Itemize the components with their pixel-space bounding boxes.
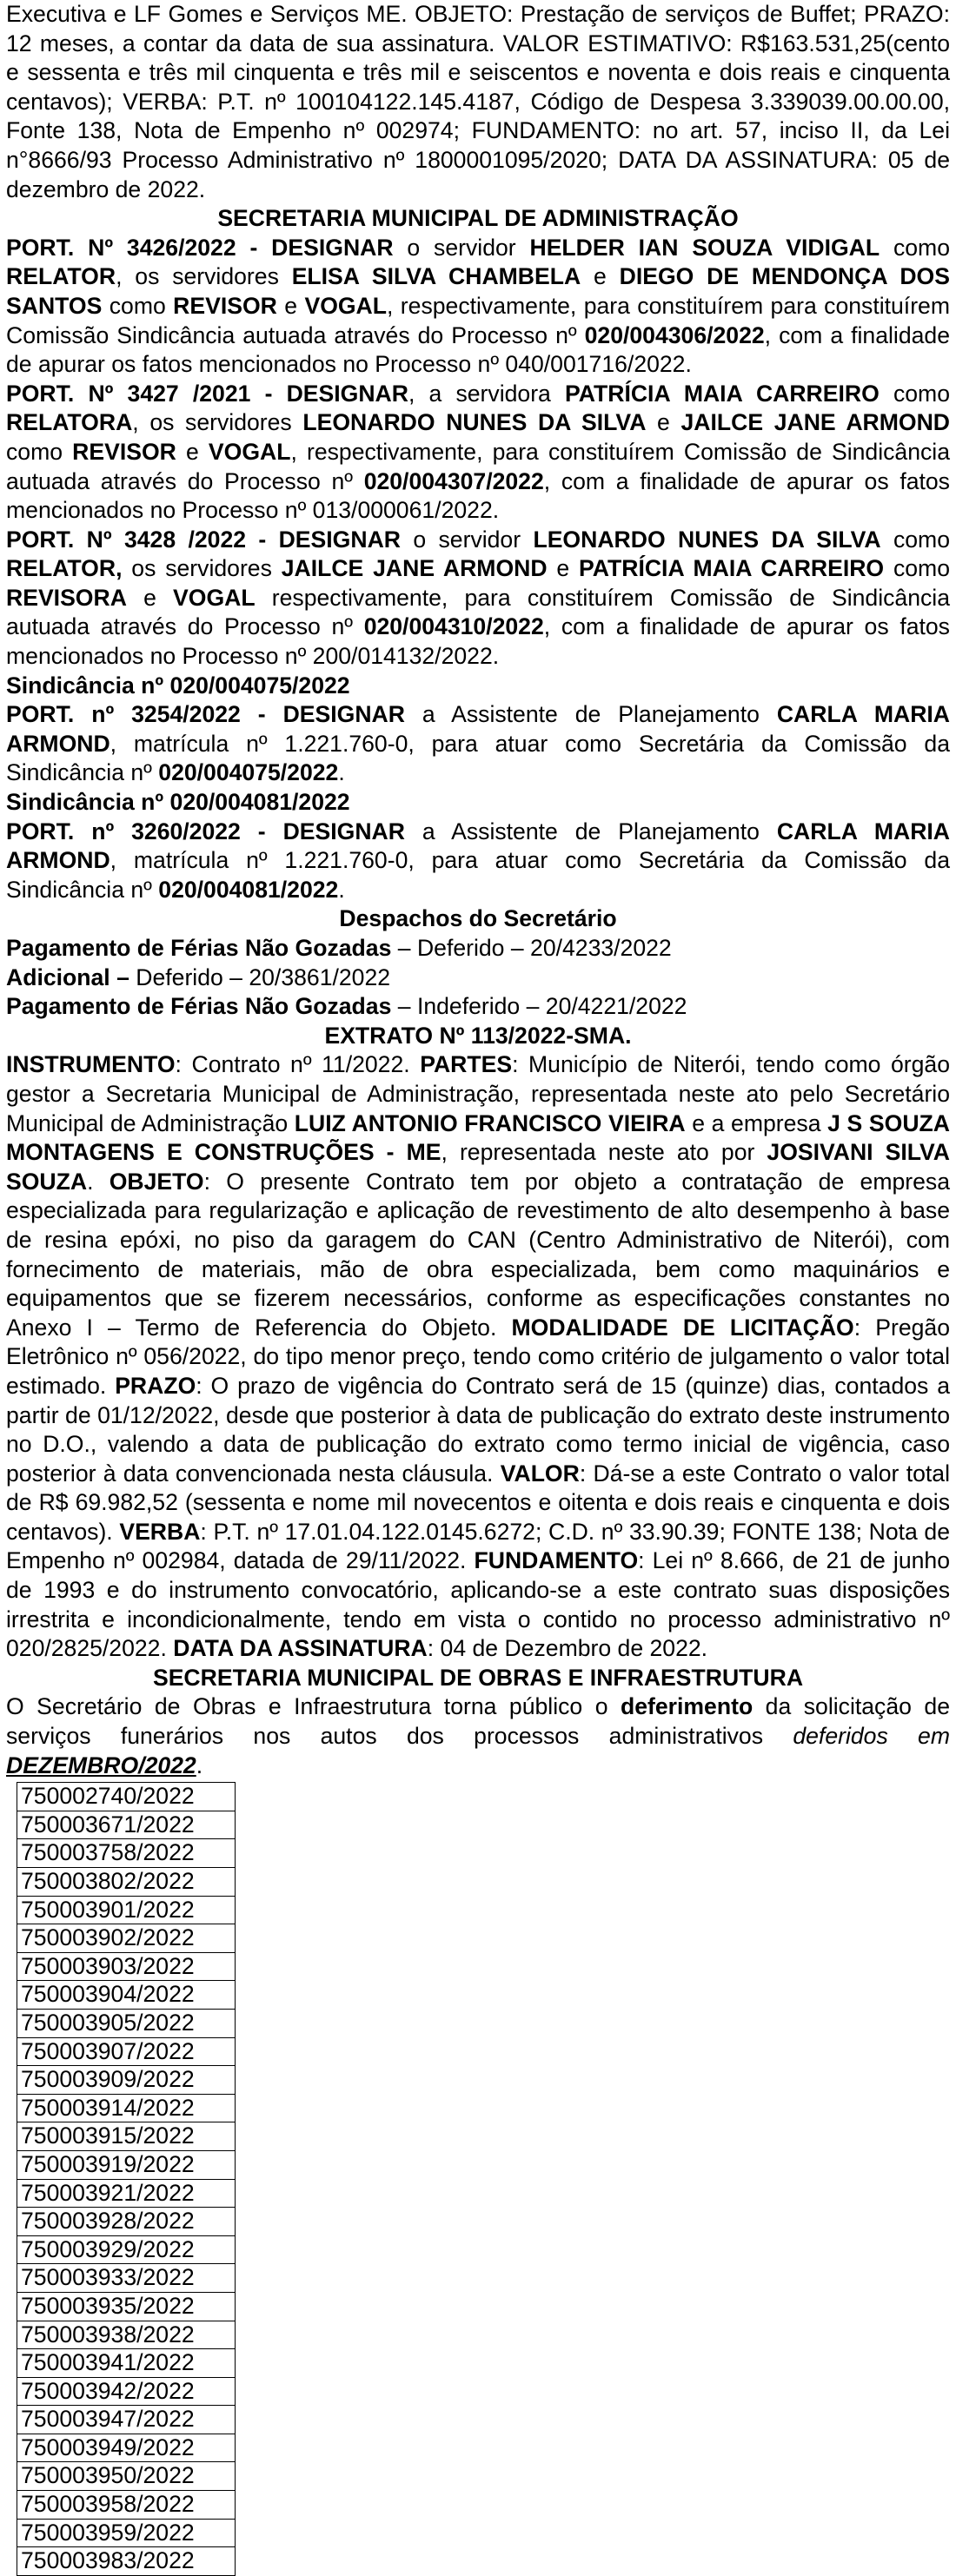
process-number: 750003929/2022	[17, 2235, 236, 2264]
table-row	[17, 1868, 236, 1897]
port-3254: PORT. nº 3254/2022 - DESIGNAR a Assistente de Planejamento CARLA MARIA ARMOND, matrícula nº 1.221.760-0, para atuar como Secretária da Comissão da Sindicância nº 020/004075/2022.	[6, 701, 950, 786]
process-number: 750003907/2022	[17, 2037, 236, 2066]
process-number: 750003902/2022	[17, 1924, 236, 1953]
port-3426: PORT. Nº 3426/2022 - DESIGNAR o servidor HELDER IAN SOUZA VIDIGAL como RELATOR, os servidores ELISA SILVA CHAMBELA e DIEGO DE MENDONÇA DOS SANTOS como REVISOR e VOGAL, respectivamente, para constituírem para constituírem Comissão Sindicância autuada através do Processo nº 020/004306/2022, com a finalidade de apurar os fatos mencionados no Processo nº 040/001716/2022.	[6, 234, 950, 378]
process-number: 750003914/2022	[17, 2094, 236, 2122]
process-number: 750002740/2022	[17, 1783, 236, 1811]
table-row	[17, 1811, 236, 1839]
table-row	[17, 1924, 236, 1953]
sec-admin-heading: SECRETARIA MUNICIPAL DE ADMINISTRAÇÃO	[217, 205, 739, 232]
process-number: 750003938/2022	[17, 2321, 236, 2349]
table-row	[17, 2519, 236, 2547]
process-number: 750003921/2022	[17, 2179, 236, 2208]
table-row	[17, 1783, 236, 1811]
port-3428: PORT. Nº 3428 /2022 - DESIGNAR o servidor LEONARDO NUNES DA SILVA como RELATOR, os servidores JAILCE JANE ARMOND e PATRÍCIA MAIA CARREIRO como REVISORA e VOGAL respectivamente, para constituírem Comissão de Sindicância autuada através do Processo nº 020/004310/2022, com a finalidade de apurar os fatos mencionados no Processo nº 200/014132/2022.	[6, 526, 951, 670]
table-row	[17, 2434, 236, 2462]
table-row	[17, 1896, 236, 1924]
process-number: 750003802/2022	[17, 1868, 236, 1897]
sec-obras-intro: O Secretário de Obras e Infraestrutura torna público o deferimento da solicitação de serviços funerários nos autos dos processos administrativos deferidos em DEZEMBRO/2022.	[6, 1693, 950, 1778]
process-number: 750003909/2022	[17, 2066, 236, 2095]
process-number: 750003919/2022	[17, 2150, 236, 2179]
table-row	[17, 2150, 236, 2179]
process-number: 750003915/2022	[17, 2122, 236, 2151]
table-row	[17, 2208, 236, 2236]
table-row	[17, 2179, 236, 2208]
table-row	[17, 2235, 236, 2264]
process-number: 750003904/2022	[17, 1981, 236, 2010]
table-row	[17, 2349, 236, 2378]
extrato-heading: EXTRATO Nº 113/2022-SMA.	[324, 1022, 632, 1049]
table-row	[17, 2377, 236, 2406]
process-number: 750003959/2022	[17, 2519, 236, 2547]
process-number: 750003933/2022	[17, 2264, 236, 2293]
table-row	[17, 2462, 236, 2491]
table-row	[17, 1952, 236, 1981]
table-row	[17, 2122, 236, 2151]
port-3427: PORT. Nº 3427 /2021 - DESIGNAR, a servidora PATRÍCIA MAIA CARREIRO como RELATORA, os servidores LEONARDO NUNES DA SILVA e JAILCE JANE ARMOND como REVISOR e VOGAL, respectivamente, para constituírem Comissão de Sindicância autuada através do Processo nº 020/004307/2022, com a finalidade de apurar os fatos mencionados no Processo nº 013/000061/2022.	[6, 380, 950, 524]
process-number: 750003758/2022	[17, 1839, 236, 1868]
sindicancia-1-title: Sindicância nº 020/004075/2022	[6, 672, 350, 699]
table-row	[17, 2094, 236, 2122]
extrato-body: INSTRUMENTO: Contrato nº 11/2022. PARTES: Município de Niterói, tendo como órgão gestor a Secretaria Municipal de Administração, representada neste ato pelo Secretário Municipal de Administração LUIZ ANTONIO FRANCISCO VIEIRA e a empresa J S SOUZA MONTAGENS E CONSTRUÇÕES - ME, representada neste ato por JOSIVANI SILVA SOUZA. OBJETO: O presente Contrato tem por objeto a contratação de empresa especializada para regularização e aplicação de revestimento de alto desempenho à base de resina epóxi, no piso da garagem do CAN (Centro Administrativo de Niterói), com fornecimento de materiais, mão de obra especializada, bem como maquinários e equipamentos que se fizerem necessários, conforme as especificações constantes no Anexo I – Termo de Referencia do Objeto. MODALIDADE DE LICITAÇÃO: Pregão Eletrônico nº 056/2022, do tipo menor preço, tendo como critério de julgamento o valor total estimado. PRAZO: O prazo de vigência do Contrato será de 15 (quinze) dias, contados a partir de 01/12/2022, desde que posterior à data de publicação do extrato deste instrumento no D.O., valendo a data de publicação do extrato como termo inicial de vigência, caso posterior à data convencionada nesta cláusula. VALOR: Dá-se a este Contrato o valor total de R$ 69.982,52 (sessenta e nome mil novecentos e oitenta e dois reais e cinquenta e dois centavos). VERBA: P.T. nº 17.01.04.122.0145.6272; C.D. nº 33.90.39; FONTE 138; Nota de Empenho nº 002984, datada de 29/11/2022. FUNDAMENTO: Lei nº 8.666, de 21 de junho de 1993 e do instrumento convocatório, aplicando-se a este contrato suas disposições irrestrita e incondicionalmente, tendo em vista o contido no processo administrativo nº 020/2825/2022. DATA DA ASSINATURA: 04 de Dezembro de 2022.	[6, 1051, 951, 1662]
process-number: 750003983/2022	[17, 2547, 236, 2576]
process-number: 750003671/2022	[17, 1811, 236, 1839]
process-number: 750003941/2022	[17, 2349, 236, 2378]
process-number: 750003949/2022	[17, 2434, 236, 2462]
process-number: 750003905/2022	[17, 2009, 236, 2037]
table-row	[17, 2037, 236, 2066]
despachos-heading: Despachos do Secretário	[339, 905, 617, 932]
table-row	[17, 2066, 236, 2095]
sindicancia-2-title: Sindicância nº 020/004081/2022	[6, 789, 350, 816]
despacho-item: Pagamento de Férias Não Gozadas – Deferido – 20/4233/2022	[6, 935, 672, 961]
process-number: 750003901/2022	[17, 1896, 236, 1924]
process-number: 750003958/2022	[17, 2491, 236, 2520]
process-number: 750003947/2022	[17, 2406, 236, 2434]
process-table	[17, 1782, 236, 2576]
table-row	[17, 2491, 236, 2520]
despacho-item: Pagamento de Férias Não Gozadas – Indeferido – 20/4221/2022	[6, 993, 687, 1020]
table-row	[17, 1839, 236, 1868]
sec-obras-heading: SECRETARIA MUNICIPAL DE OBRAS E INFRAESTRUTURA	[152, 1664, 804, 1691]
process-number: 750003928/2022	[17, 2208, 236, 2236]
process-number: 750003942/2022	[17, 2377, 236, 2406]
table-row	[17, 2009, 236, 2037]
process-number: 750003935/2022	[17, 2292, 236, 2321]
process-number: 750003950/2022	[17, 2462, 236, 2491]
opening-paragraph: Executiva e LF Gomes e Serviços ME. OBJETO: Prestação de serviços de Buffet; PRAZO: 12 meses, a contar da data de sua assinatura. VALOR ESTIMATIVO: R$163.531,25(cento e sessenta e três mil cinquenta e três mil e seiscentos e noventa e dois reais e cinquenta centavos); VERBA: P.T. nº 100104122.145.4187, Código de Despesa 3.339039.00.00.00, Fonte 138, Nota de Empenho nº 002974; FUNDAMENTO: no art. 57, inciso II, da Lei n°8666/93 Processo Administrativo nº 1800001095/2020; DATA DA ASSINATURA: 05 de dezembro de 2022.	[6, 1, 950, 202]
table-row	[17, 2321, 236, 2349]
process-number: 750003903/2022	[17, 1952, 236, 1981]
table-row	[17, 2292, 236, 2321]
port-3260: PORT. nº 3260/2022 - DESIGNAR a Assistente de Planejamento CARLA MARIA ARMOND, matrícula nº 1.221.760-0, para atuar como Secretária da Comissão da Sindicância nº 020/004081/2022.	[6, 818, 950, 903]
table-row	[17, 1981, 236, 2010]
table-row	[17, 2406, 236, 2434]
table-row	[17, 2264, 236, 2293]
table-row	[17, 2547, 236, 2576]
despacho-item: Adicional – Deferido – 20/3861/2022	[6, 964, 391, 990]
